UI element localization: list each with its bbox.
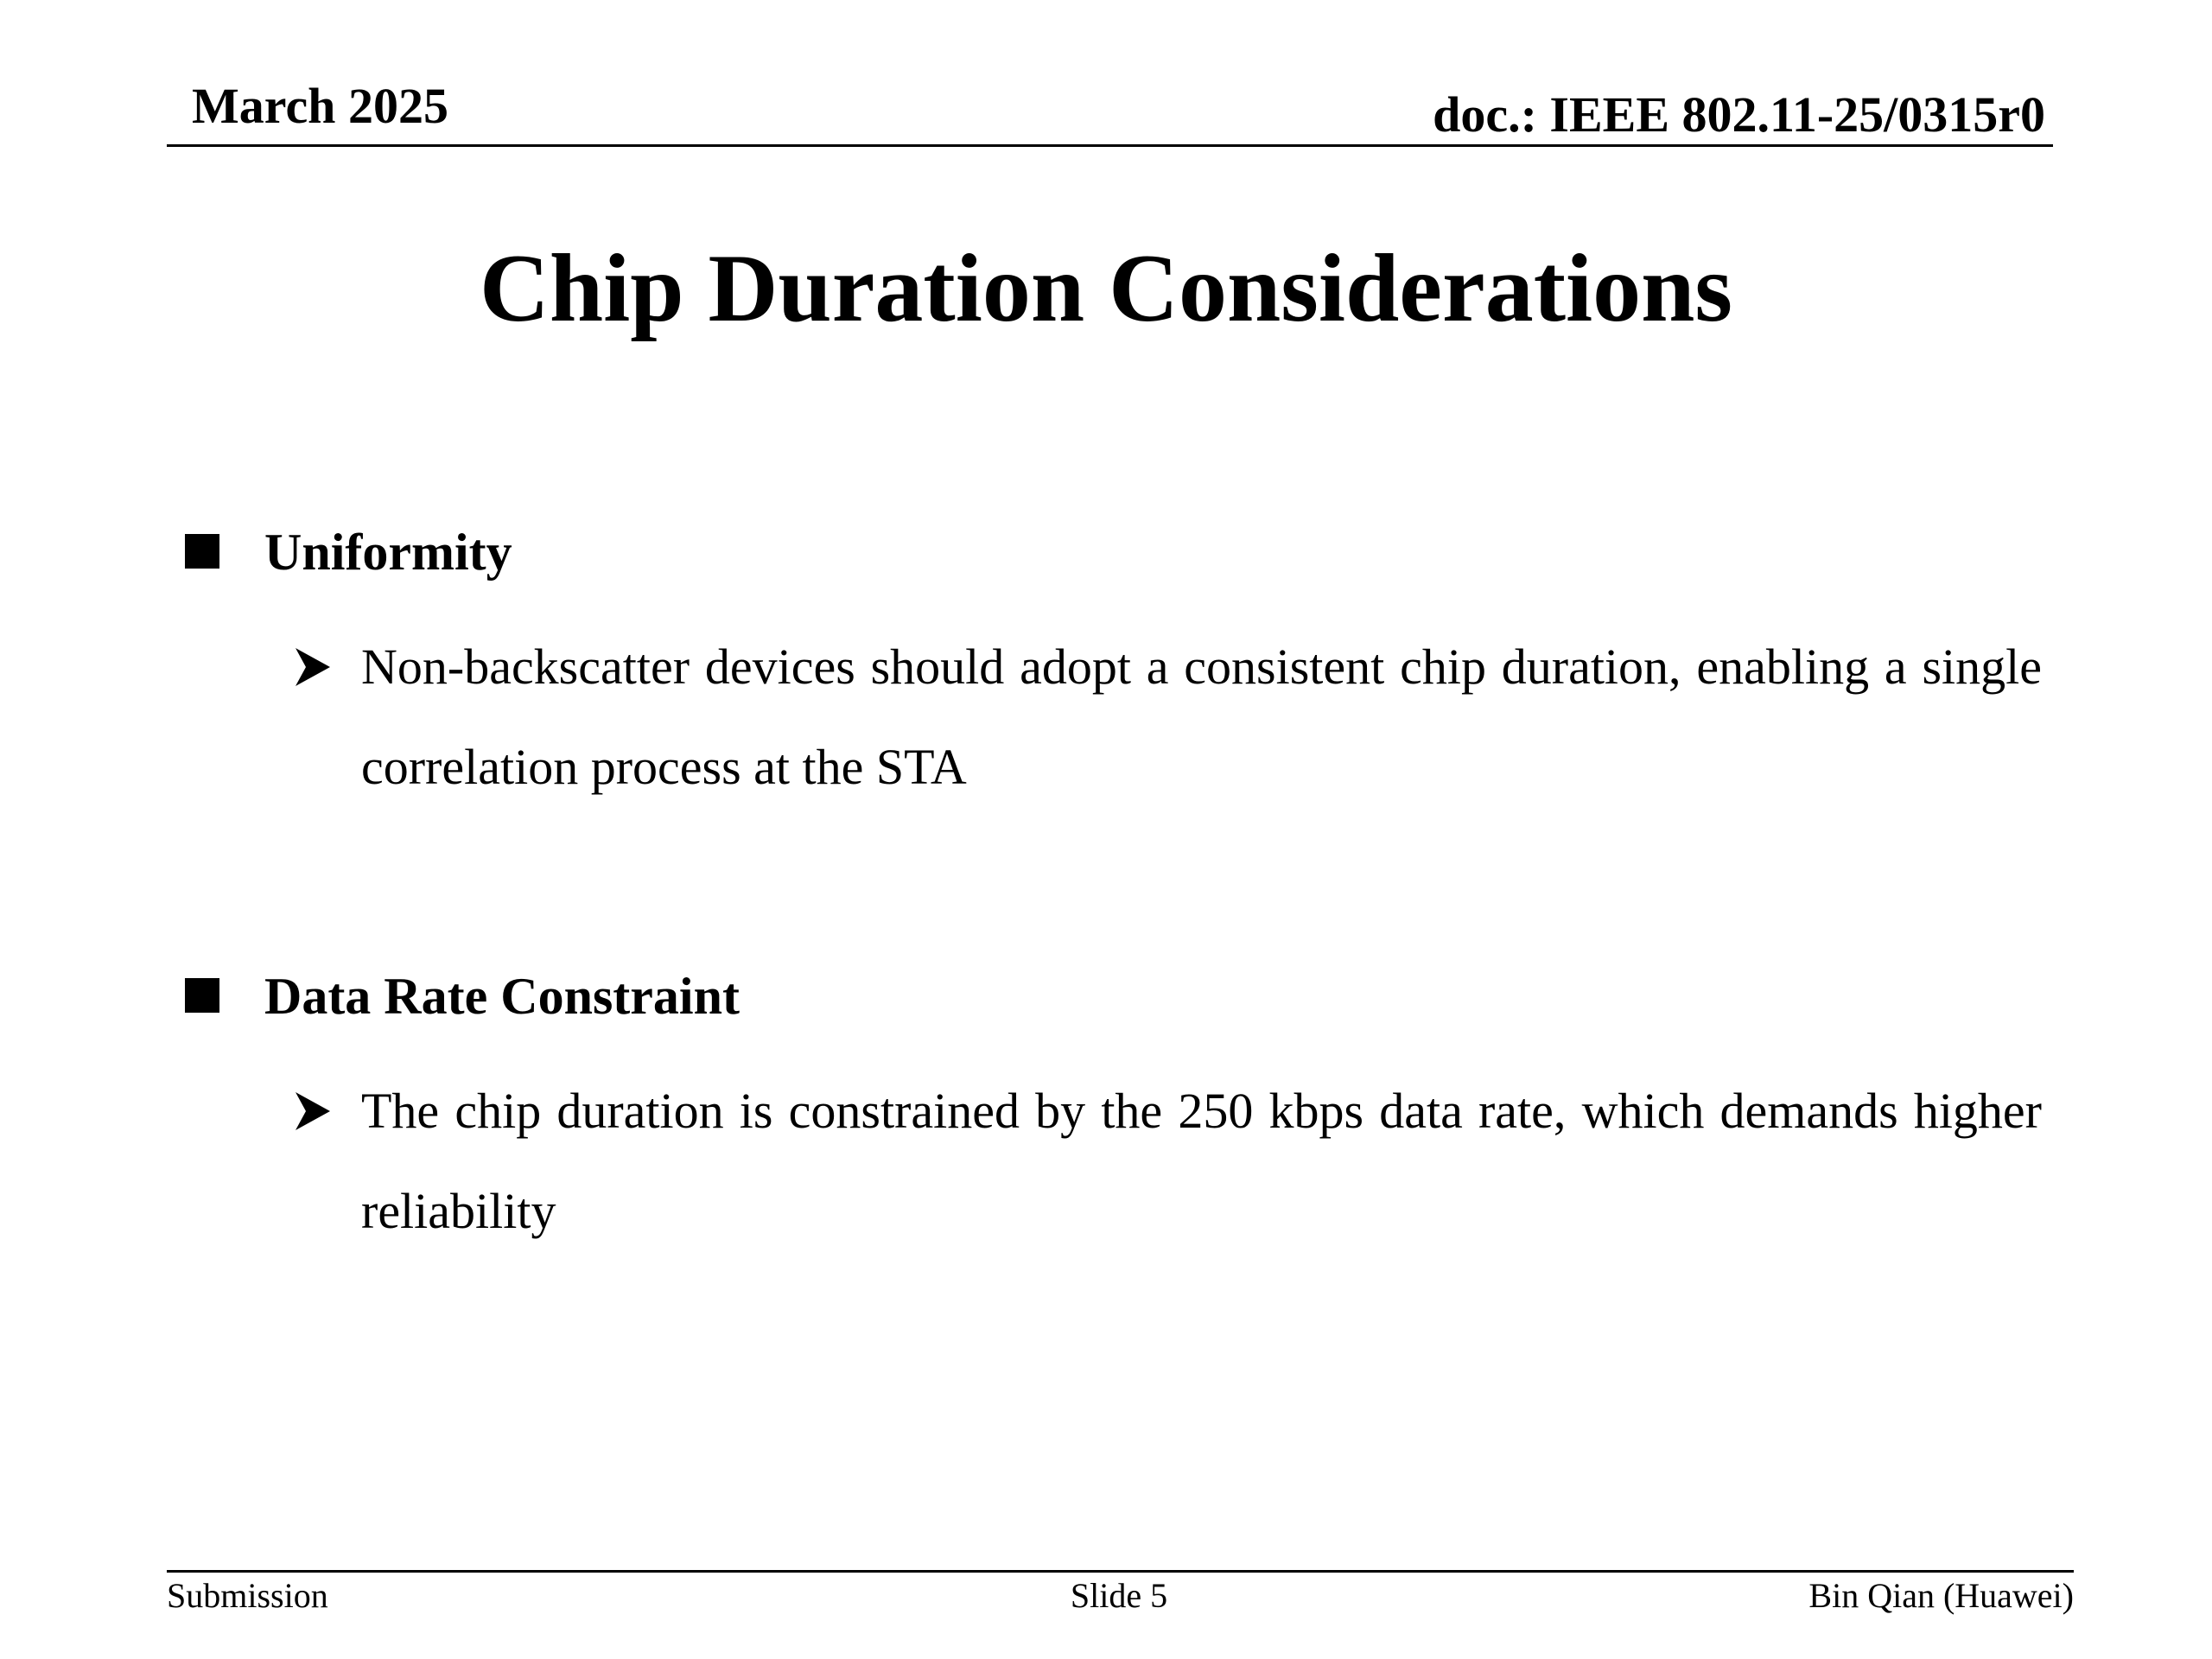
footer-author: Bin Qian (Huawei) [1808,1576,2074,1615]
section-item-text: Non-backscatter devices should adopt a consistent chip duration, enabling a single correlation process at the STA [361,639,2042,795]
header-doc-id: doc.: IEEE 802.11-25/0315r0 [1433,86,2045,143]
header-divider [167,144,2053,147]
footer-submission: Submission [167,1576,328,1615]
section-item-text: The chip duration is constrained by the 250 kbps data rate, which demands higher reliability [361,1083,2042,1239]
slide-title: Chip Duration Considerations [479,235,1733,342]
footer-slide-number: Slide 5 [1070,1576,1168,1615]
footer-divider [167,1570,2074,1573]
square-bullet-icon [185,978,219,1013]
section-heading-uniformity: Uniformity [264,524,512,581]
arrowhead-bullet-icon [294,646,332,688]
section-heading-data-rate: Data Rate Constraint [264,968,740,1025]
arrowhead-bullet-icon [294,1090,332,1132]
header-date: March 2025 [192,78,448,134]
square-bullet-icon [185,534,219,569]
